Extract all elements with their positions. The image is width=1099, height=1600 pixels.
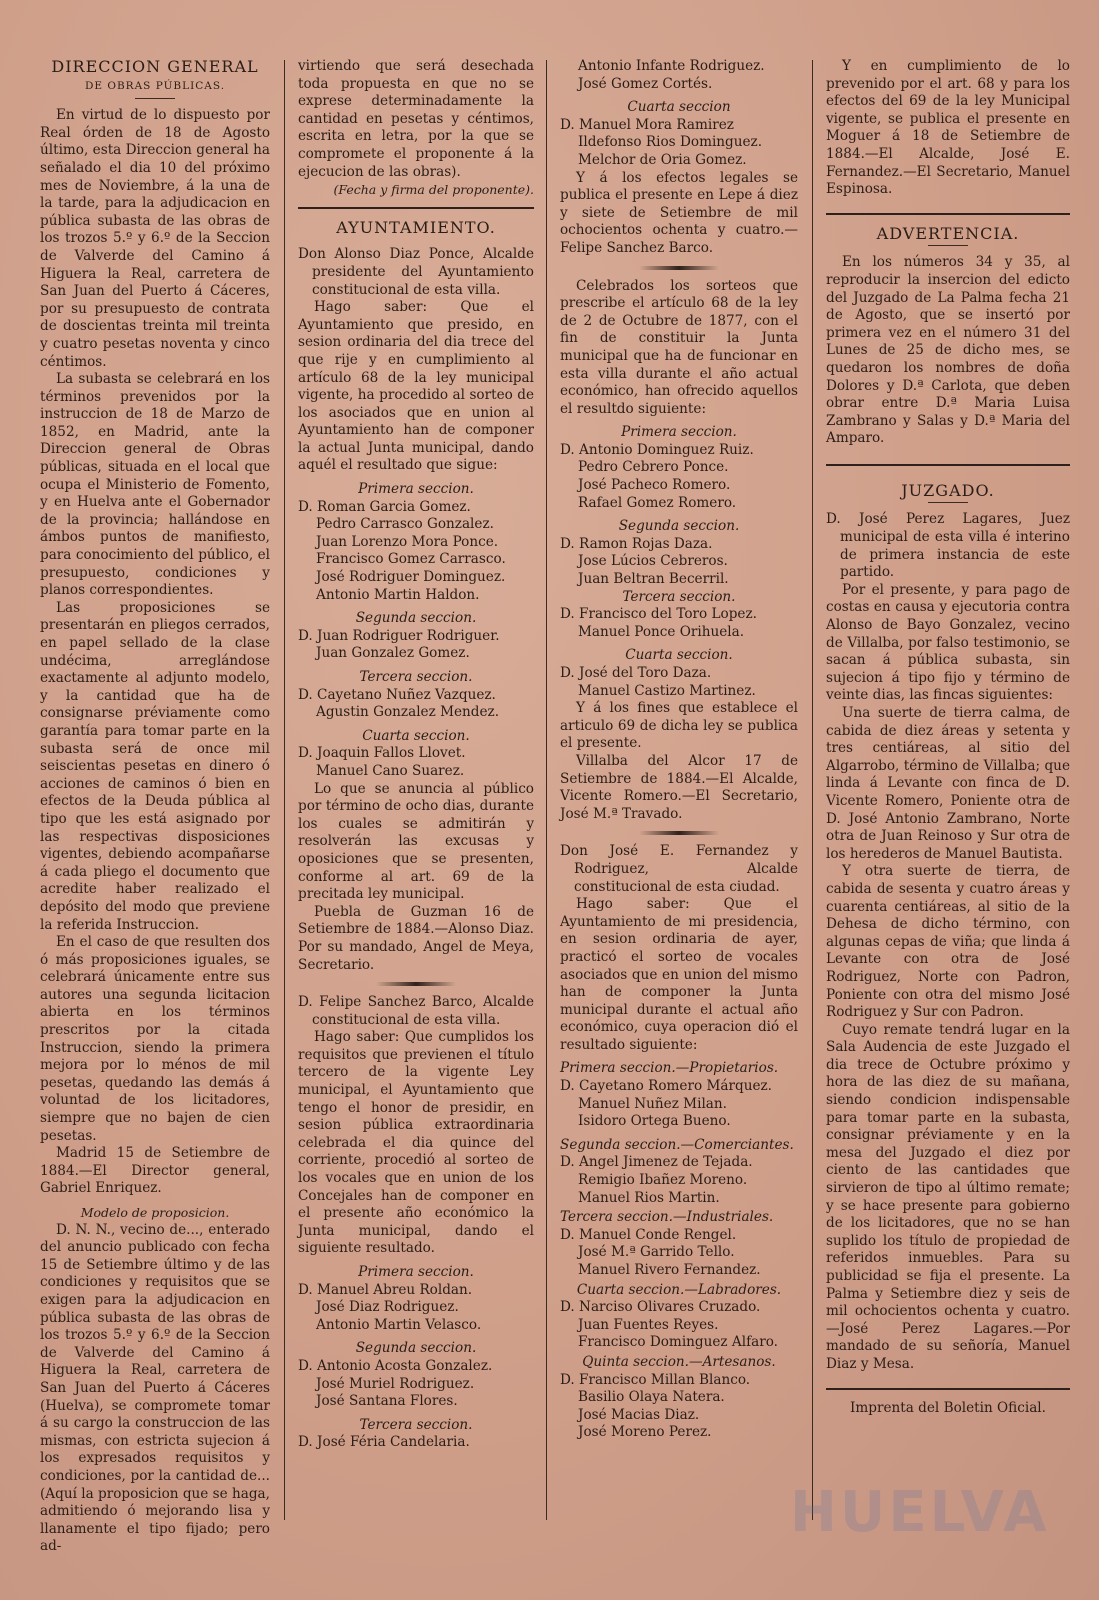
list-item: Jose Lúcios Cebreros. (578, 553, 728, 570)
paragraph: Celebrados los sorteos que prescribe el artículo 68 de la ley de 2 de Octubre de 1877, con el fin de constituir la Junta municipal que ha de funcionar en esta villa durante el año actual económico, han ofrecido aquellos el resultdo siguiente: (560, 277, 798, 417)
ornament-divider (376, 982, 456, 986)
list-item: Francisco Gomez Carrasco. (316, 551, 506, 568)
name-list (560, 1154, 798, 1207)
paragraph: La subasta se celebrará en los términos prevenidos por la instruccion de 18 de Marzo de 1852, en Madrid, ante la Direccion general de Obras públicas, situada en el local que ocupa el Ministerio de Fomento, y en Huelva ante el Gobernador de la provincia; hallándose en ámbos puntos de manifiesto, para conocimiento del público, el presupuesto, condiciones y planos correspondientes. (40, 371, 270, 599)
section-heading: Tercera seccion. (359, 669, 473, 685)
paragraph: Hago saber: Que el Ayuntamiento que presido, en sesion ordinaria del dia trece del que rije y en cumplimiento al artículo 68 de la ley municipal vigente, ha procedido al sorteo de los asociados que en union al Ayuntamiento han de componer la actual Junta municipal, dando aquél el resultado que sigue: (298, 299, 534, 474)
list-item: José Moreno Perez. (578, 1424, 712, 1441)
name-list (298, 687, 534, 722)
paragraph: Cuyo remate tendrá lugar en la Sala Audencia de este Juzgado el dia trece de Octubre próximo y hora de las diez de su mañana, siendo condicion indispensable para tomar parte en la subasta, consignar préviamente y en la mesa del Juzgado el diez por ciento de las cantidades que sirvieron de tipo al último remate; y se hace presente para gobierno de los licitadores, que no se han suplido los título de propiedad de referidos inmuebles. Para su publicidad se fija el presente. La Palma y Setiembre diez y seis de mil ochocientos ochenta y cuatro.—José Perez Lagares.—Por mandado de su señoría, Manuel Diaz y Mesa. (826, 1021, 1070, 1372)
paragraph: virtiendo que será desechada toda propuesta en que no se exprese determinadamente la cantidad en pesetas y céntimos, escrita en letra, por la que se compromete el proponente á la ejecucion de las obras). (298, 58, 534, 180)
list-item: D. Angel Jimenez de Tejada. (560, 1154, 753, 1171)
section-title: AYUNTAMIENTO. (336, 217, 496, 237)
list-item: Francisco Dominguez Alfaro. (578, 1334, 778, 1351)
name-list (298, 1282, 534, 1335)
list-item: Juan Gonzalez Gomez. (316, 645, 470, 662)
column-rule (284, 60, 285, 1520)
divider (928, 245, 968, 246)
list-item: Antonio Martin Velasco. (316, 1316, 482, 1333)
list-item: José Rodriguer Dominguez. (316, 569, 506, 586)
name-list (560, 58, 798, 93)
list-item: Melchor de Oria Gomez. (578, 151, 747, 168)
list-item: Manuel Castizo Martinez. (578, 682, 756, 699)
list-item: Manuel Rivero Fernandez. (578, 1262, 761, 1278)
list-item: D. Francisco Millan Blanco. (560, 1371, 751, 1388)
column-2 (298, 58, 534, 1452)
list-item: Manuel Nuñez Milan. (578, 1095, 727, 1112)
list-item: José M.ª Garrido Tello. (578, 1244, 735, 1261)
list-item: Juan Fuentes Reyes. (578, 1316, 719, 1333)
list-item: Pedro Cebrero Ponce. (578, 459, 729, 476)
list-item: D. Manuel Mora Ramirez (560, 116, 734, 133)
column-4 (826, 58, 1070, 1417)
section-title: ADVERTENCIA. (876, 223, 1020, 243)
section-title: JUZGADO. (901, 480, 995, 500)
name-list (560, 606, 798, 641)
paragraph: Hago saber: Que el Ayuntamiento de mi presidencia, en sesion ordinaria de ayer, practicó el sorteo de vocales asociados que en union del mismo han de componer la Junta municipal durante el actual año económico, cuya operacion dió el resultado siguiente: (560, 896, 798, 1053)
name-list (560, 665, 798, 700)
list-item: D. Manuel Conde Rengel. (560, 1226, 737, 1243)
column-3 (560, 58, 798, 1442)
paragraph: Puebla de Guzman 16 de Setiembre de 1884.—Alonso Diaz. Por su mandado, Angel de Meya, Secretario. (298, 903, 534, 973)
list-item: D. Narciso Olivares Cruzado. (560, 1299, 761, 1316)
paragraph: D. Felipe Sanchez Barco, Alcalde constitucional de esta villa. (298, 994, 534, 1028)
list-item: Isidoro Ortega Bueno. (578, 1113, 731, 1130)
section-title: DIRECCION GENERAL (51, 57, 259, 76)
divider (826, 213, 1070, 215)
section-heading: Cuarta seccion.—Labradores. (576, 1281, 782, 1298)
list-item: D. Juan Rodriguer Rodriguer. (298, 627, 500, 644)
paragraph: Y en cumplimiento de lo prevenido por el art. 68 y para los efectos del 69 de la ley Municipal vigente, se publica el presente en Moguer á 18 de Setiembre de 1884.—El Alcalde, José E. Fernandez.—El Secretario, Manuel Espinosa. (826, 58, 1070, 198)
list-item: D. Ramon Rojas Daza. (560, 535, 713, 552)
paragraph: Don José E. Fernandez y Rodriguez, Alcalde constitucional de esta ciudad. (560, 843, 798, 895)
signature-note: (Fecha y firma del proponente). (333, 182, 534, 198)
name-list (560, 442, 798, 512)
name-list (560, 117, 798, 170)
column-rule (812, 60, 813, 1520)
watermark-logo: HUELVA (790, 1480, 1050, 1545)
list-item: Ildefonso Rios Dominguez. (578, 134, 763, 151)
section-heading: Segunda seccion. (618, 518, 740, 535)
paragraph: Madrid 15 de Setiembre de 1884.—El Director general, Gabriel Enriquez. (40, 1145, 270, 1197)
list-item: José Diaz Rodriguez. (316, 1299, 459, 1316)
list-item: Manuel Rios Martin. (578, 1189, 720, 1206)
list-item: José Muriel Rodriguez. (316, 1375, 475, 1392)
ornament-divider (639, 831, 719, 835)
name-list (298, 745, 534, 780)
section-heading: Segunda seccion.—Comerciantes. (560, 1136, 794, 1153)
section-heading: Quinta seccion.—Artesanos. (582, 1353, 776, 1370)
list-item: José Macias Diaz. (578, 1406, 700, 1423)
paragraph: Villalba del Alcor 17 de Setiembre de 1884.—El Alcalde, Vicente Romero.—El Secretario, José M.ª Travado. (560, 752, 798, 822)
paragraph: Y á los fines que establece el articulo 69 de dicha ley se publica el presente. (560, 700, 798, 752)
list-item: D. José Féria Candelaria. (298, 1434, 470, 1451)
section-subtitle: DE OBRAS PÚBLICAS. (84, 79, 226, 92)
name-list (298, 628, 534, 663)
list-item: D. Cayetano Romero Márquez. (560, 1078, 772, 1095)
model-title: Modelo de proposicion. (80, 1205, 230, 1220)
section-heading: Cuarta seccion (627, 99, 731, 116)
name-list (560, 536, 798, 589)
name-list (298, 499, 534, 605)
section-heading: Tercera seccion. (359, 1416, 473, 1433)
list-item: Basilio Olaya Natera. (578, 1389, 725, 1406)
paragraph: Una suerte de tierra calma, de cabida de diez áreas y setenta y tres centiáreas, al sitio del Algarrobo, término de Villalba; que linda á Levante con finca de D. Vicente Romero, Poniente otra de D. José Antonio Zambrano, Norte otra de Juan Reinoso y Sur otra de los herederos de Manuel Bautista. (826, 705, 1070, 862)
ornament-divider (639, 266, 719, 270)
divider (928, 502, 968, 503)
paragraph: En los números 34 y 35, al reproducir la insercion del edicto del Juzgado de La Palma fecha 21 de Agosto, que se insertó por primera vez en el número 31 del Lunes de 25 de dicho mes, se quedaron los nombres de doña Dolores y D.ª Carlota, que deben obrar entre D.ª Maria Luisa Zambrano y Salas y D.ª Maria del Amparo. (826, 254, 1070, 447)
list-item: Agustin Gonzalez Mendez. (316, 704, 500, 721)
imprint: Imprenta del Boletin Oficial. (850, 1399, 1046, 1416)
paragraph: Las proposiciones se presentarán en pliegos cerrados, en papel sellado de la clase undécima, arreglándose exactamente al adjunto modelo, y la cantidad que ha de consignarse préviamente como garantía para tomar parte en la subasta será de once mil seiscientas pesetas en dinero ó acciones de caminos ó bien en efectos de la Deuda pública al tipo que les está asignado por las respectivas disposiciones vigentes, debiendo acompañarse á cada pliego el documento que acredite haber realizado el depósito del modo que previene la referida Instruccion. (40, 599, 270, 933)
paragraph: Don Alonso Diaz Ponce, Alcalde presidente del Ayuntamiento constitucional de esta villa. (298, 246, 534, 298)
name-list (560, 1299, 798, 1352)
list-item: Manuel Cano Suarez. (316, 762, 465, 779)
divider (826, 1388, 1070, 1390)
paragraph: Y otra suerte de tierra, de cabida de sesenta y cuatro áreas y cuarenta centiáreas, al sitio de la Dehesa de dicho término, con algunas cepas de viña; que linda á Levante con otra de José Rodriguez, Norte con Padron, Poniente con otra del mismo José Rodriguez y Sur con Padron. (826, 863, 1070, 1021)
column-rule (546, 60, 547, 1520)
paragraph: Por el presente, y para pago de costas en causa y ejecutoria contra Alonso de Bayo Gonzalez, vecino de Villalba, por falso testimonio, se sacan á pública subasta, sin sujecion á tipo fijo y término de veinte dias, las fincas siguientes: (826, 581, 1070, 704)
section-heading: Tercera seccion.—Industriales. (560, 1209, 774, 1226)
list-item: José Pacheco Romero. (578, 477, 731, 494)
list-item: Juan Beltran Becerril. (578, 571, 729, 588)
list-item: José Gomez Cortés. (578, 75, 713, 92)
list-item: D. Francisco del Toro Lopez. (560, 606, 757, 623)
paragraph: Y á los efectos legales se publica el presente en Lepe á diez y siete de Setiembre de mil ochocientos ochenta y cuatro.—Felipe Sanchez Barco. (560, 169, 798, 256)
divider (135, 98, 175, 99)
section-heading: Segunda seccion. (355, 610, 477, 627)
name-list (298, 1358, 534, 1411)
list-item: D. Antonio Acosta Gonzalez. (298, 1357, 493, 1374)
section-heading: Primera seccion. (358, 481, 474, 498)
divider (298, 207, 534, 209)
divider (826, 464, 1070, 466)
paragraph: D. José Perez Lagares, Juez municipal de esta villa é interino de primera instancia de este partido. (826, 511, 1070, 581)
name-list (560, 1078, 798, 1131)
list-item: Rafael Gomez Romero. (578, 494, 737, 511)
section-heading: Segunda seccion. (355, 1340, 477, 1357)
list-item: Juan Lorenzo Mora Ponce. (316, 533, 499, 550)
list-item: D. Cayetano Nuñez Vazquez. (298, 686, 496, 703)
section-heading: Cuarta seccion. (362, 727, 470, 744)
list-item: D. Roman Garcia Gomez. (298, 498, 471, 515)
list-item: Antonio Infante Rodriguez. (578, 58, 765, 74)
name-list (560, 1227, 798, 1280)
paragraph: Hago saber: Que cumplidos los requisitos que previenen el título tercero de la vigente Ley municipal, el Ayuntamiento que tengo el honor de presidir, en sesion pública extraordinaria celebrada el dia quince del corriente, procedió al sorteo de los vocales que en union de los Concejales han de componer en el presente año económico la Junta municipal, dando el siguiente resultado. (298, 1029, 534, 1257)
section-heading: Primera seccion. (358, 1264, 474, 1280)
paragraph: Lo que se anuncia al público por término de ocho dias, durante los cuales se admitirán y resolverán las excusas y oposiciones que se presenten, conforme al art. 69 de la precitada ley municipal. (298, 780, 534, 903)
list-item: Antonio Martin Haldon. (316, 586, 480, 603)
list-item: D. José del Toro Daza. (560, 665, 712, 681)
name-list (560, 1372, 798, 1442)
list-item: Manuel Ponce Orihuela. (578, 623, 745, 640)
list-item: Pedro Carrasco Gonzalez. (316, 516, 494, 533)
name-list (298, 1434, 534, 1452)
list-item: D. Antonio Dominguez Ruiz. (560, 441, 754, 458)
section-heading: Cuarta seccion. (625, 647, 733, 664)
paragraph: D. N. N., vecino de..., enterado del anuncio publicado con fecha 15 de Setiembre último y de las condiciones y requisitos que se exigen para la adjudicacion en pública subasta de las obras de los trozos 5.º y 6.º de la Seccion de Valverde del Camino á Higuera la Real, carretera de San Juan del Puerto á Cáceres (Huelva), se compromete tomar á su cargo la construccion de las mismas, con estricta sujecion á los expresados requisitos y condiciones, por la cantidad de... (Aquí la proposicion que se haga, admitiendo ó mejorando lisa y llanamente el tipo fijado; pero ad- (40, 1221, 270, 1555)
list-item: Remigio Ibañez Moreno. (578, 1172, 748, 1189)
column-1 (40, 58, 270, 1556)
list-item: José Santana Flores. (316, 1393, 458, 1410)
section-heading: Tercera seccion. (622, 588, 736, 605)
paragraph: En virtud de lo dispuesto por Real órden de 18 de Agosto último, esta Direccion general ha señalado el dia 10 del próximo mes de Noviembre, á la una de la tarde, para la adjudicacion en pública subasta de las obras de los trozos 5.º y 6.º de la Seccion de Valverde del Camino á Higuera la Real, carretera de San Juan del Puerto á Cáceres, por su presupuesto de contrata de doscientas treinta mil treinta y cuatro pesetas noventa y cinco céntimos. (40, 107, 270, 370)
list-item: D. Joaquin Fallos Llovet. (298, 745, 466, 762)
list-item: D. Manuel Abreu Roldan. (298, 1281, 473, 1298)
section-heading: Primera seccion.—Propietarios. (560, 1060, 779, 1077)
section-heading: Primera seccion. (621, 424, 737, 441)
paragraph: En el caso de que resulten dos ó más proposiciones iguales, se celebrará únicamente entre sus autores una segunda licitacion abierta en los términos prescritos por la citada Instruccion, siendo la primera mejora por lo ménos de mil pesetas, quedando las demás á voluntad de los licitadores, siempre que no bajen de cien pesetas. (40, 934, 270, 1144)
